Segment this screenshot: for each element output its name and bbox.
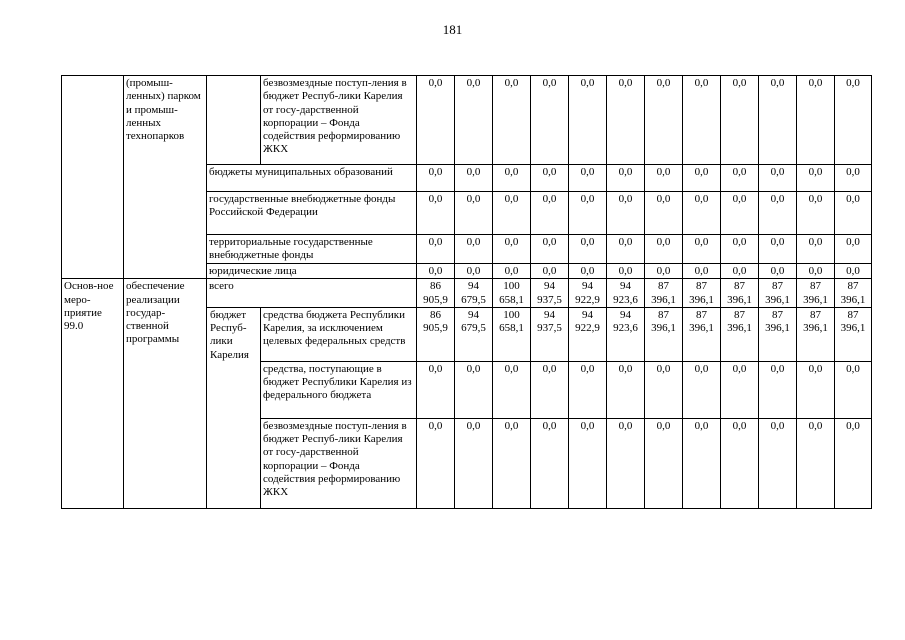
value-cell: 0,0: [835, 192, 872, 235]
value-cell: 0,0: [455, 76, 493, 165]
value-cell: 86 905,9: [417, 307, 455, 361]
budget-group-label: бюджет Респуб-лики Карелия: [207, 307, 261, 508]
row-label: территориальные государственные внебюджетные фонды: [207, 235, 417, 264]
value-cell: 0,0: [683, 235, 721, 264]
budget-table: [61, 75, 872, 509]
value-cell: 0,0: [531, 264, 569, 279]
total-label: всего: [207, 279, 417, 308]
value-cell: 0,0: [759, 264, 797, 279]
row-label: безвозмездные поступ-ления в бюджет Респуб-лики Карелия от госу-дарственной корпорации – Фонда содействия реформированию ЖКХ: [261, 418, 417, 508]
value-cell: 0,0: [417, 361, 455, 418]
value-cell: 0,0: [569, 361, 607, 418]
value-cell: 0,0: [531, 418, 569, 508]
value-cell: 0,0: [797, 76, 835, 165]
value-cell: 0,0: [569, 418, 607, 508]
value-cell: 87 396,1: [759, 279, 797, 308]
value-cell: 87 396,1: [683, 307, 721, 361]
value-cell: 0,0: [683, 192, 721, 235]
value-cell: 0,0: [721, 235, 759, 264]
value-cell: 0,0: [645, 192, 683, 235]
value-cell: 0,0: [569, 165, 607, 192]
value-cell: 0,0: [455, 192, 493, 235]
row-label: государственные внебюджетные фонды Российской Федерации: [207, 192, 417, 235]
row-label: безвозмездные поступ-ления в бюджет Респуб-лики Карелия от госу-дарственной корпорации – Фонда содействия реформированию ЖКХ: [261, 76, 417, 165]
row-label: средства, поступающие в бюджет Республики Карелия из федерального бюджета: [261, 361, 417, 418]
table-row: [62, 76, 872, 165]
value-cell: 0,0: [417, 76, 455, 165]
table-row: [62, 279, 872, 308]
value-cell: 94 922,9: [569, 307, 607, 361]
page-number: 181: [442, 22, 463, 37]
event-description-cell: обеспечение реализации государ-ственной программы: [124, 279, 207, 509]
value-cell: 0,0: [493, 165, 531, 192]
value-cell: 0,0: [569, 235, 607, 264]
value-cell: 87 396,1: [797, 279, 835, 308]
value-cell: 100 658,1: [493, 307, 531, 361]
value-cell: 0,0: [835, 361, 872, 418]
value-cell: 0,0: [797, 361, 835, 418]
row-label: бюджеты муниципальных образований: [207, 165, 417, 192]
value-cell: 0,0: [455, 235, 493, 264]
row-label: юридические лица: [207, 264, 417, 279]
value-cell: 0,0: [835, 418, 872, 508]
value-cell: 87 396,1: [721, 279, 759, 308]
value-cell: 0,0: [645, 264, 683, 279]
value-cell: 0,0: [607, 192, 645, 235]
value-cell: 0,0: [721, 264, 759, 279]
value-cell: 0,0: [835, 165, 872, 192]
value-cell: 0,0: [759, 76, 797, 165]
value-cell: 94 679,5: [455, 307, 493, 361]
program-cell: (промыш-ленных) парком и промыш-ленных технопарков: [124, 76, 207, 279]
value-cell: 0,0: [683, 264, 721, 279]
value-cell: 94 937,5: [531, 279, 569, 308]
value-cell: 87 396,1: [759, 307, 797, 361]
value-cell: 87 396,1: [645, 279, 683, 308]
value-cell: 0,0: [759, 192, 797, 235]
value-cell: 0,0: [759, 165, 797, 192]
value-cell: 0,0: [721, 192, 759, 235]
value-cell: 0,0: [531, 192, 569, 235]
value-cell: 0,0: [531, 235, 569, 264]
value-cell: 0,0: [417, 165, 455, 192]
source-cell-empty: [207, 76, 261, 165]
value-cell: 0,0: [569, 76, 607, 165]
value-cell: 87 396,1: [721, 307, 759, 361]
value-cell: 0,0: [835, 264, 872, 279]
value-cell: 0,0: [531, 361, 569, 418]
value-cell: 0,0: [493, 192, 531, 235]
value-cell: 0,0: [531, 165, 569, 192]
value-cell: 0,0: [645, 418, 683, 508]
value-cell: 0,0: [797, 264, 835, 279]
value-cell: 0,0: [531, 76, 569, 165]
value-cell: 94 923,6: [607, 307, 645, 361]
value-cell: 0,0: [683, 361, 721, 418]
value-cell: 94 923,6: [607, 279, 645, 308]
event-cell-empty: [62, 76, 124, 279]
value-cell: 87 396,1: [683, 279, 721, 308]
value-cell: 0,0: [569, 264, 607, 279]
value-cell: 94 679,5: [455, 279, 493, 308]
value-cell: 0,0: [493, 264, 531, 279]
value-cell: 0,0: [759, 361, 797, 418]
value-cell: 0,0: [417, 192, 455, 235]
value-cell: 0,0: [721, 76, 759, 165]
value-cell: 0,0: [759, 418, 797, 508]
value-cell: 0,0: [607, 235, 645, 264]
value-cell: 0,0: [417, 418, 455, 508]
value-cell: 87 396,1: [835, 307, 872, 361]
value-cell: 0,0: [417, 264, 455, 279]
value-cell: 0,0: [835, 235, 872, 264]
value-cell: 0,0: [797, 192, 835, 235]
value-cell: 0,0: [797, 235, 835, 264]
value-cell: 0,0: [645, 235, 683, 264]
value-cell: 0,0: [493, 361, 531, 418]
value-cell: 0,0: [759, 235, 797, 264]
value-cell: 0,0: [797, 165, 835, 192]
value-cell: 0,0: [721, 165, 759, 192]
value-cell: 94 937,5: [531, 307, 569, 361]
value-cell: 0,0: [569, 192, 607, 235]
value-cell: 0,0: [455, 361, 493, 418]
value-cell: 0,0: [417, 235, 455, 264]
value-cell: 0,0: [645, 165, 683, 192]
value-cell: 0,0: [797, 418, 835, 508]
value-cell: 0,0: [683, 165, 721, 192]
value-cell: 0,0: [645, 361, 683, 418]
value-cell: 0,0: [835, 76, 872, 165]
value-cell: 0,0: [455, 264, 493, 279]
value-cell: 0,0: [455, 165, 493, 192]
value-cell: 0,0: [607, 361, 645, 418]
value-cell: 0,0: [493, 418, 531, 508]
value-cell: 87 396,1: [835, 279, 872, 308]
value-cell: 87 396,1: [645, 307, 683, 361]
value-cell: 86 905,9: [417, 279, 455, 308]
event-name-cell: Основ-ное меро-приятие 99.0: [62, 279, 124, 509]
value-cell: 0,0: [683, 418, 721, 508]
value-cell: 0,0: [493, 76, 531, 165]
value-cell: 0,0: [493, 235, 531, 264]
value-cell: 100 658,1: [493, 279, 531, 308]
value-cell: 0,0: [683, 76, 721, 165]
value-cell: 87 396,1: [797, 307, 835, 361]
value-cell: 0,0: [721, 361, 759, 418]
value-cell: 0,0: [721, 418, 759, 508]
row-label: средства бюджета Республики Карелия, за исключением целевых федеральных средств: [261, 307, 417, 361]
value-cell: 0,0: [607, 76, 645, 165]
value-cell: 0,0: [645, 76, 683, 165]
value-cell: 94 922,9: [569, 279, 607, 308]
value-cell: 0,0: [607, 264, 645, 279]
value-cell: 0,0: [607, 418, 645, 508]
value-cell: 0,0: [607, 165, 645, 192]
value-cell: 0,0: [455, 418, 493, 508]
